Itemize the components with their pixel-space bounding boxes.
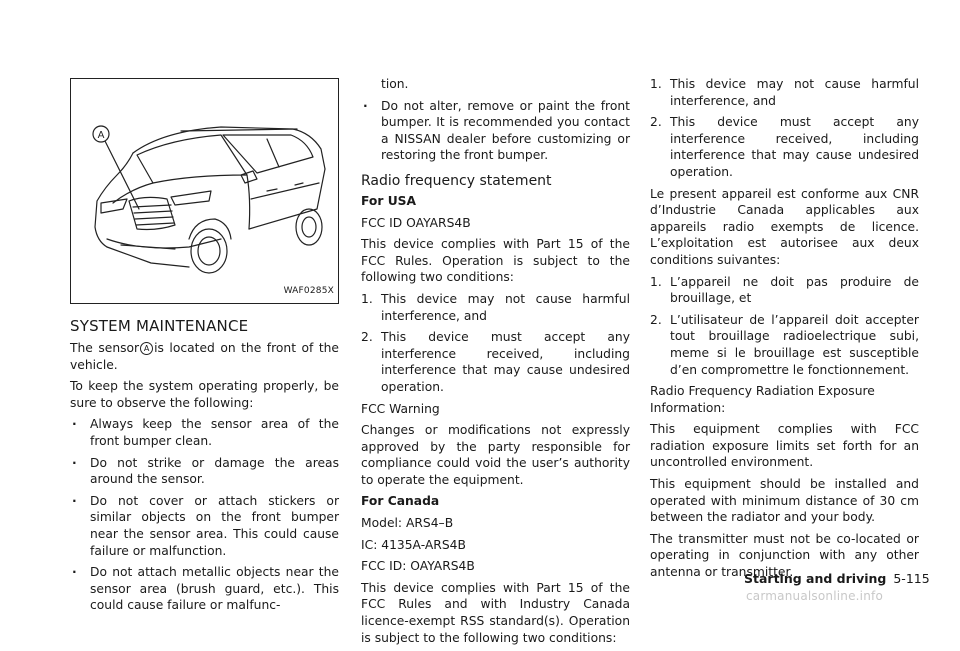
- canada-intro: This device complies with Part 15 of the FCC Rules and with Industry Canada licence-exempt RSS standard(s). Operation is subject to the following two conditions:: [361, 580, 630, 645]
- canada-fcc-id: FCC ID: OAYARS4B: [361, 559, 475, 574]
- bullet-item: . Do not alter, remove or paint the front bumper. It is recommended you contact a NISSAN dealer before customizing or restoring the front bumper.: [361, 98, 630, 164]
- condition-item: 2. L’utilisateur de l’appareil doit accepter tout brouillage radioelectrique subi, meme si le brouillage est susceptible d’en compromettre le fonctionnement.: [650, 312, 919, 377]
- figure-callout: A: [97, 130, 105, 141]
- ic-number: IC: 4135A-ARS4B: [361, 537, 466, 552]
- section-title: Starting and driving: [744, 571, 887, 586]
- usa-intro: This device complies with Part 15 of the FCC Rules. Operation is subject to the following two conditions:: [361, 237, 630, 285]
- suv-illustration: [71, 79, 338, 303]
- exposure-label: Radio Frequency Radiation Exposure Information:: [650, 384, 875, 415]
- canada-label: For Canada: [361, 494, 440, 509]
- exposure-text-2: This equipment should be installed and operated with minimum distance of 30 cm between the radiator and your body.: [650, 477, 919, 525]
- french-intro: Le present appareil est conforme aux CNR d’Industrie Canada applicables aux appareils radio exempts de licence. L’exploitation est autorisee aux deux conditions suivantes:: [650, 186, 919, 267]
- sensor-symbol: A: [140, 342, 153, 355]
- radio-frequency-heading: Radio frequency statement: [361, 172, 552, 189]
- condition-item: 1. L’appareil ne doit pas produire de brouillage, et: [650, 274, 919, 306]
- maintenance-lead: To keep the system operating properly, be sure to observe the following:: [70, 379, 339, 410]
- sensor-location-text: The sensor A is located on the front of the vehicle.: [70, 341, 339, 372]
- fcc-warning-text: Changes or modifications not expressly approved by the party responsible for compliance could void the user’s authority to operate the equipment.: [361, 423, 630, 487]
- bullet-item: . Always keep the sensor area of the front bumper clean.: [70, 416, 339, 449]
- condition-item: 2. This device must accept any interference received, including interference that may cause undesired operation.: [361, 330, 630, 394]
- vehicle-sensor-figure: [70, 78, 339, 304]
- exposure-text-1: This equipment complies with FCC radiation exposure limits set forth for an uncontrolled environment.: [650, 422, 919, 470]
- column-left: [70, 78, 339, 619]
- french-conditions: [650, 274, 919, 379]
- model-number: Model: ARS4–B: [361, 516, 454, 531]
- maintenance-bullet-list: [70, 416, 339, 614]
- usa-label: For USA: [361, 193, 417, 208]
- bullet-continuation: tion.: [381, 77, 409, 91]
- exposure-text-3: The transmitter must not be co-located or operating in conjunction with any other antenna or transmitter.: [650, 531, 919, 580]
- maintenance-bullet-list-continued: [361, 98, 630, 164]
- fcc-id: FCC ID OAYARS4B: [361, 215, 471, 230]
- watermark: carmanualsonline.info: [746, 589, 883, 603]
- condition-item: 1. This device may not cause harmful interference, and: [650, 77, 919, 108]
- canada-conditions: [650, 76, 919, 181]
- figure-code: WAF0285X: [283, 286, 334, 297]
- usa-conditions: [361, 291, 630, 396]
- page-number: 5-115: [893, 571, 930, 586]
- column-middle: [361, 76, 630, 651]
- bullet-item: . Do not strike or damage the areas around the sensor.: [70, 455, 339, 488]
- page-footer: [744, 571, 930, 586]
- fcc-warning-label: FCC Warning: [361, 401, 440, 416]
- column-right: [650, 76, 919, 586]
- system-maintenance-heading: SYSTEM MAINTENANCE: [70, 317, 249, 335]
- bullet-item: . Do not cover or attach stickers or similar objects on the front bumper near the sensor area. This could cause failure or malfunction.: [70, 493, 339, 559]
- condition-item: 2. This device must accept any interference received, including interference that may cause undesired operation.: [650, 115, 919, 179]
- bullet-item: . Do not attach metallic objects near the sensor area (brush guard, etc.). This could cause failure or malfunc-: [70, 564, 339, 614]
- condition-item: 1. This device may not cause harmful interference, and: [361, 291, 630, 323]
